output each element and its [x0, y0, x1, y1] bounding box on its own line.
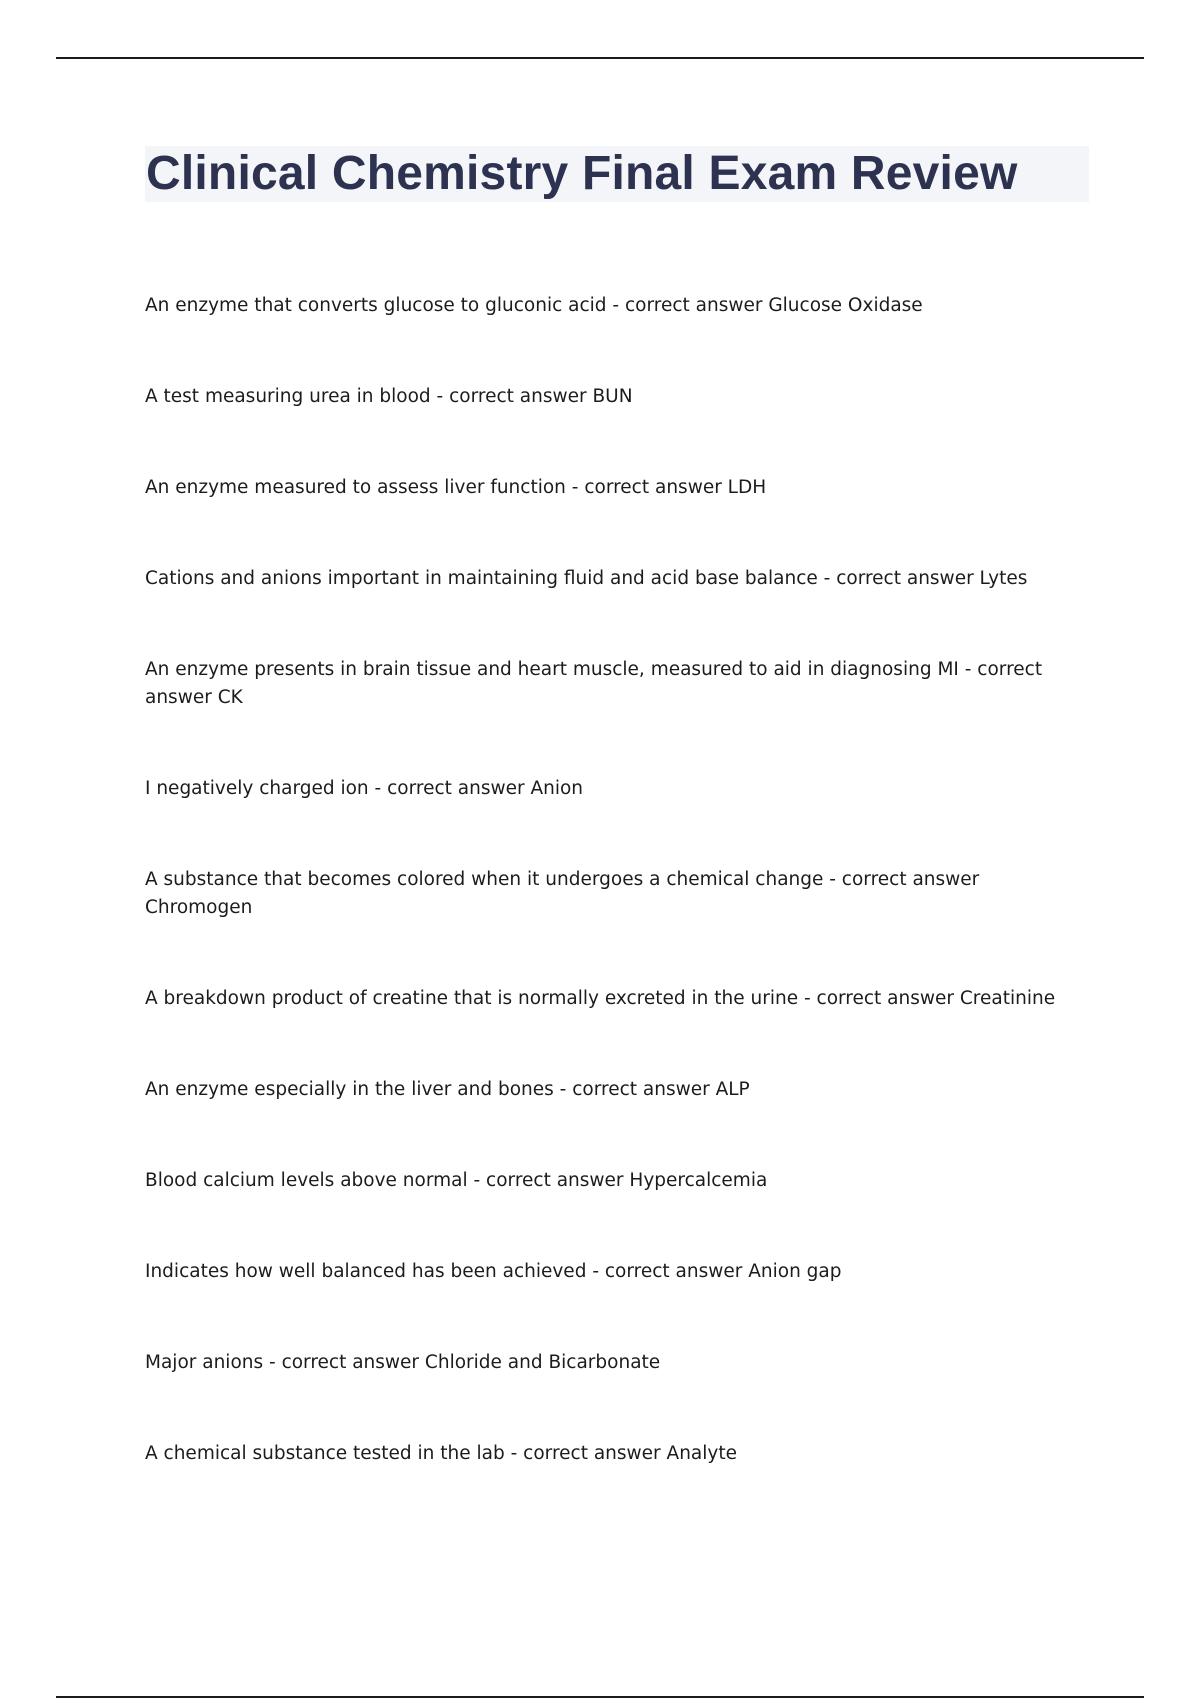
- qa-item: A chemical substance tested in the lab - correct answer Analyte: [145, 1443, 737, 1464]
- qa-item: An enzyme presents in brain tissue and heart muscle, measured to aid in diagnosing MI - correct answer CK: [145, 659, 1043, 708]
- qa-item: A breakdown product of creatine that is normally excreted in the urine - correct answer Creatinine: [145, 988, 1056, 1009]
- qa-item: Major anions - correct answer Chloride and Bicarbonate: [145, 1352, 661, 1373]
- qa-item: A substance that becomes colored when it undergoes a chemical change - correct answer Chromogen: [145, 869, 980, 918]
- qa-item: I negatively charged ion - correct answer Anion: [145, 778, 584, 799]
- bottom-divider: [56, 1696, 1144, 1698]
- qa-list: [145, 292, 1090, 1531]
- qa-item: A test measuring urea in blood - correct answer BUN: [145, 386, 633, 407]
- qa-item: Cations and anions important in maintaining fluid and acid base balance - correct answer Lytes: [145, 568, 1028, 589]
- qa-item: Indicates how well balanced has been achieved - correct answer Anion gap: [145, 1261, 842, 1282]
- qa-item: An enzyme measured to assess liver function - correct answer LDH: [145, 477, 767, 498]
- page-title: Clinical Chemistry Final Exam Review: [146, 147, 1018, 200]
- qa-item: Blood calcium levels above normal - correct answer Hypercalcemia: [145, 1170, 768, 1191]
- top-divider: [56, 57, 1144, 59]
- qa-item: An enzyme especially in the liver and bones - correct answer ALP: [145, 1079, 750, 1100]
- qa-item: An enzyme that converts glucose to gluconic acid - correct answer Glucose Oxidase: [145, 295, 923, 316]
